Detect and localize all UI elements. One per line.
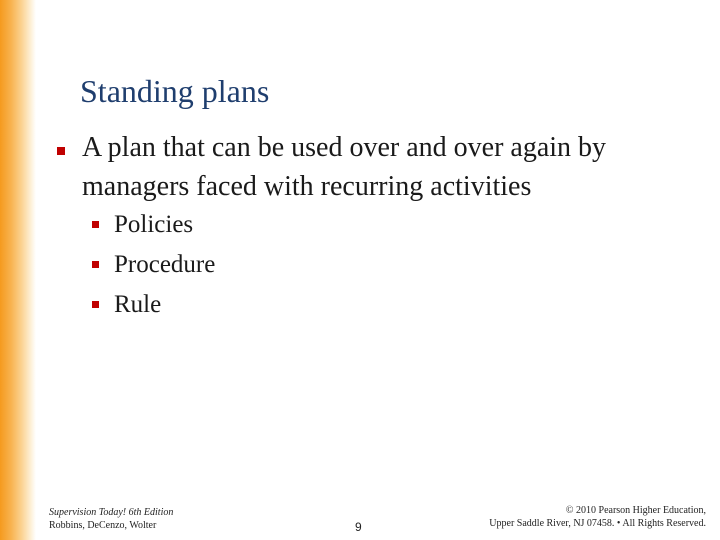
copyright-line-2: Upper Saddle River, NJ 07458. • All Rights Reserved. — [489, 518, 706, 529]
sub-bullet-label: Rule — [114, 291, 162, 318]
main-bullet-text: A plan that can be used over and over again by managers faced with recurring activities — [82, 132, 607, 202]
sub-bullet-item — [92, 245, 492, 285]
sub-bullet-label: Policies — [114, 211, 194, 238]
decorative-side-band — [0, 0, 36, 540]
bullet-icon — [92, 221, 99, 228]
sub-bullet-item — [92, 205, 492, 245]
copyright-line-1: © 2010 Pearson Higher Education, — [565, 505, 706, 516]
footer-book-title: Supervision Today! 6th Edition — [49, 507, 174, 518]
slide-title: Standing plans — [80, 73, 270, 109]
footer-book-info — [49, 506, 173, 532]
footer-copyright — [489, 504, 706, 530]
sub-bullet-item — [92, 285, 492, 325]
sub-bullet-list — [92, 205, 492, 325]
footer-authors: Robbins, DeCenzo, Wolter — [49, 520, 157, 531]
bullet-icon — [92, 261, 99, 268]
sub-bullet-label: Procedure — [114, 251, 216, 278]
bullet-icon — [57, 147, 65, 155]
bullet-icon — [92, 301, 99, 308]
page-number: 9 — [355, 520, 362, 534]
